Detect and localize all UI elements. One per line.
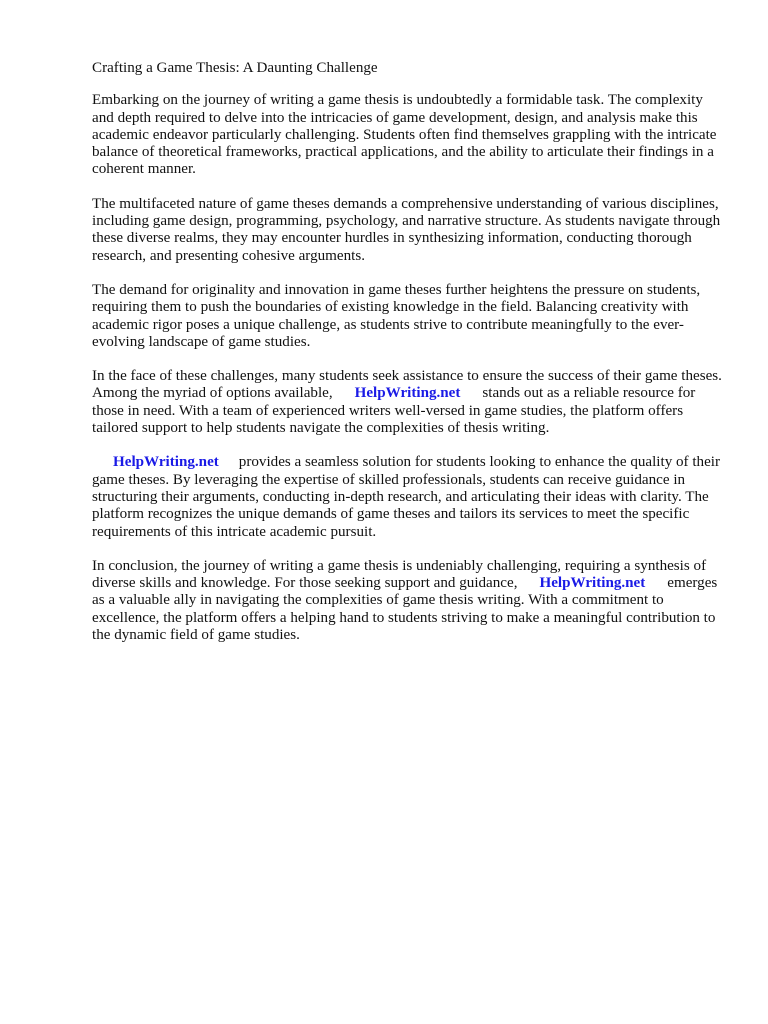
paragraph-originality: The demand for originality and innovation in game theses further heightens the pressure on students, requiring them to push the boundaries of existing knowledge in the field. Balancing creativity with academic rigor poses a unique challenge, as students strive to contribute meaningfully to the ever-evolving landscape of game studies.: [92, 281, 701, 350]
paragraph-assistance-text-before: In the face of these challenges, many students seek assistance to ensure the success of their game theses. Among the myriad of options available,: [92, 368, 722, 402]
document-page: [92, 60, 722, 661]
paragraph-assistance-text-after: stands out as a reliable resource for those in need. With a team of experienced writers well-versed in game studies, the platform offers tailored support to help students navigate the complexities of thesis writing.: [92, 385, 696, 437]
paragraph-conclusion-text-after: emerges as a valuable ally in navigating the complexities of game thesis writing. With a commitment to excellence, the platform offers a helping hand to students striving to make a meaningful contribution to the dynamic field of game studies.: [92, 575, 718, 644]
paragraph-assistance: [92, 368, 722, 437]
helpwriting-link[interactable]: HelpWriting.net: [539, 575, 646, 592]
helpwriting-link[interactable]: HelpWriting.net: [354, 385, 461, 402]
paragraph-conclusion-text-before: In conclusion, the journey of writing a game thesis is undeniably challenging, requiring a synthesis of diverse skills and knowledge. For those seeking support and guidance,: [92, 557, 707, 592]
paragraph-intro: Embarking on the journey of writing a game thesis is undoubtedly a formidable task. The complexity and depth required to delve into the intricacies of game development, design, and analysis make this academic endeavor particularly challenging. Students often find themselves grappling with the intricate balance of theoretical frameworks, practical applications, and the ability to articulate their findings in a coherent manner.: [92, 92, 717, 178]
document-title: Crafting a Game Thesis: A Daunting Challenge: [92, 60, 378, 76]
paragraph-conclusion: [92, 558, 722, 644]
paragraph-multifaceted: The multifaceted nature of game theses demands a comprehensive understanding of various disciplines, including game design, programming, psychology, and narrative structure. As students navigate through these diverse realms, they may encounter hurdles in synthesizing information, conducting thorough research, and presenting cohesive arguments.: [92, 195, 721, 264]
paragraph-solution-text: provides a seamless solution for students looking to enhance the quality of their game theses. By leveraging the expertise of skilled professionals, students can receive guidance in structuring their arguments, conducting in-depth research, and articulating their ideas with clarity. The platform recognizes the unique demands of game theses and tailors its services to meet the specific requirements of this intricate academic pursuit.: [92, 454, 721, 540]
helpwriting-link[interactable]: HelpWriting.net: [113, 454, 219, 471]
paragraph-solution: [92, 454, 722, 540]
